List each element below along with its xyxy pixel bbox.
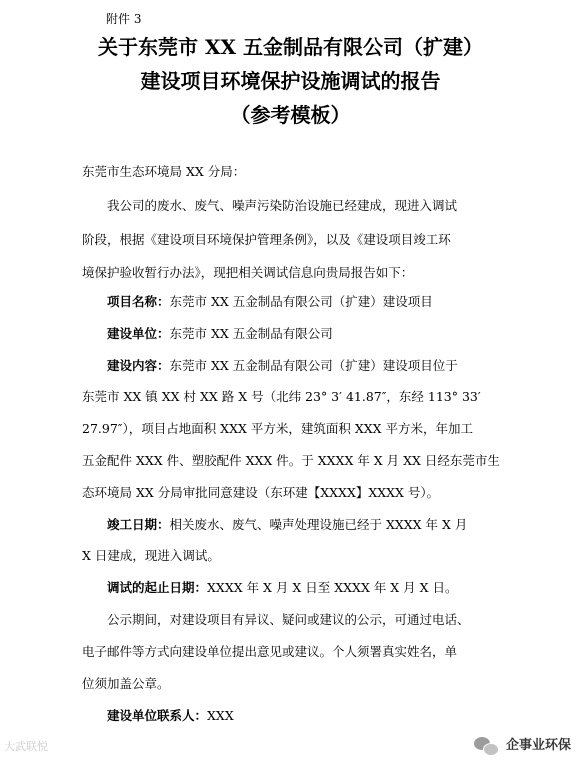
- construction-content-row: [82, 356, 533, 376]
- contact-value: XXX: [207, 708, 234, 723]
- completion-date-line-2: X 日建成，现进入调试。: [82, 548, 220, 563]
- construction-content-line-2: 东莞市 XX 镇 XX 村 XX 路 X 号（北纬 23° 3′ 41.87″，东经 113° 33′: [82, 389, 481, 404]
- completion-date-first: 相关废水、废气、噪声处理设施已经于 XXXX 年 X 月: [169, 517, 468, 532]
- document-title: [0, 30, 581, 132]
- intro-line-3: 境保护验收暂行办法》，现把相关调试信息向贵局报告如下：: [82, 265, 414, 280]
- construction-content-label: 建设内容：: [107, 358, 170, 373]
- project-name-row: [82, 292, 533, 312]
- watermark-right: [474, 734, 571, 758]
- construction-content-line-4: 五金配件 XXX 件、塑胶配件 XXX 件。于 XXXX 年 X 月 XX 日经东莞市生: [82, 453, 500, 468]
- salutation: 东莞市生态环境局 XX 分局：: [82, 164, 246, 179]
- notice-line-3: 位须加盖公章。: [82, 676, 170, 691]
- construction-unit-value: 东莞市 XX 五金制品有限公司: [169, 326, 333, 341]
- title-line-2: 建设项目环境保护设施调试的报告: [140, 69, 441, 93]
- watermark-left: 大武联悦: [4, 740, 48, 753]
- construction-content-line-5: 态环境局 XX 分局审批同意建设（东环建【XXXX】XXXX 号）。: [82, 485, 440, 500]
- contact-label: 建设单位联系人：: [107, 708, 208, 723]
- notice-line-2: 电子邮件等方式向建设单位提出意见或建议。个人须署真实姓名，单: [82, 644, 458, 659]
- project-name-label: 项目名称：: [107, 294, 170, 309]
- watermark-right-text: 企事业环保: [505, 738, 571, 753]
- construction-unit-row: [82, 324, 533, 344]
- title-line-1: 关于东莞市 XX 五金制品有限公司（扩建）: [98, 35, 483, 59]
- wechat-icon: [474, 735, 500, 757]
- contact-row: [82, 706, 533, 726]
- attachment-label: 附件 3: [106, 12, 142, 26]
- debug-period-value: XXXX 年 X 月 X 日至 XXXX 年 X 月 X 日。: [207, 580, 458, 595]
- title-line-3: （参考模板）: [230, 103, 351, 127]
- project-name-value: 东莞市 XX 五金制品有限公司（扩建）建设项目: [169, 294, 433, 309]
- debug-period-row: [82, 578, 533, 598]
- completion-date-row: [82, 515, 533, 535]
- debug-period-label: 调试的起止日期：: [107, 580, 208, 595]
- construction-unit-label: 建设单位：: [107, 326, 170, 341]
- intro-line-1: 我公司的废水、废气、噪声污染防治设施已经建成，现进入调试: [107, 198, 458, 213]
- intro-line-2: 阶段，根据《建设项目环境保护管理条例》，以及《建设项目竣工环: [82, 232, 451, 247]
- completion-date-label: 竣工日期：: [107, 517, 170, 532]
- construction-content-first: 东莞市 XX 五金制品有限公司（扩建）建设项目位于: [169, 358, 458, 373]
- construction-content-line-3: 27.97″），项目占地面积 XXX 平方米，建筑面积 XXX 平方米，年加工: [82, 421, 473, 436]
- notice-line-1: 公示期间，对建设项目有异议、疑问或建议的公示，可通过电话、: [107, 612, 470, 627]
